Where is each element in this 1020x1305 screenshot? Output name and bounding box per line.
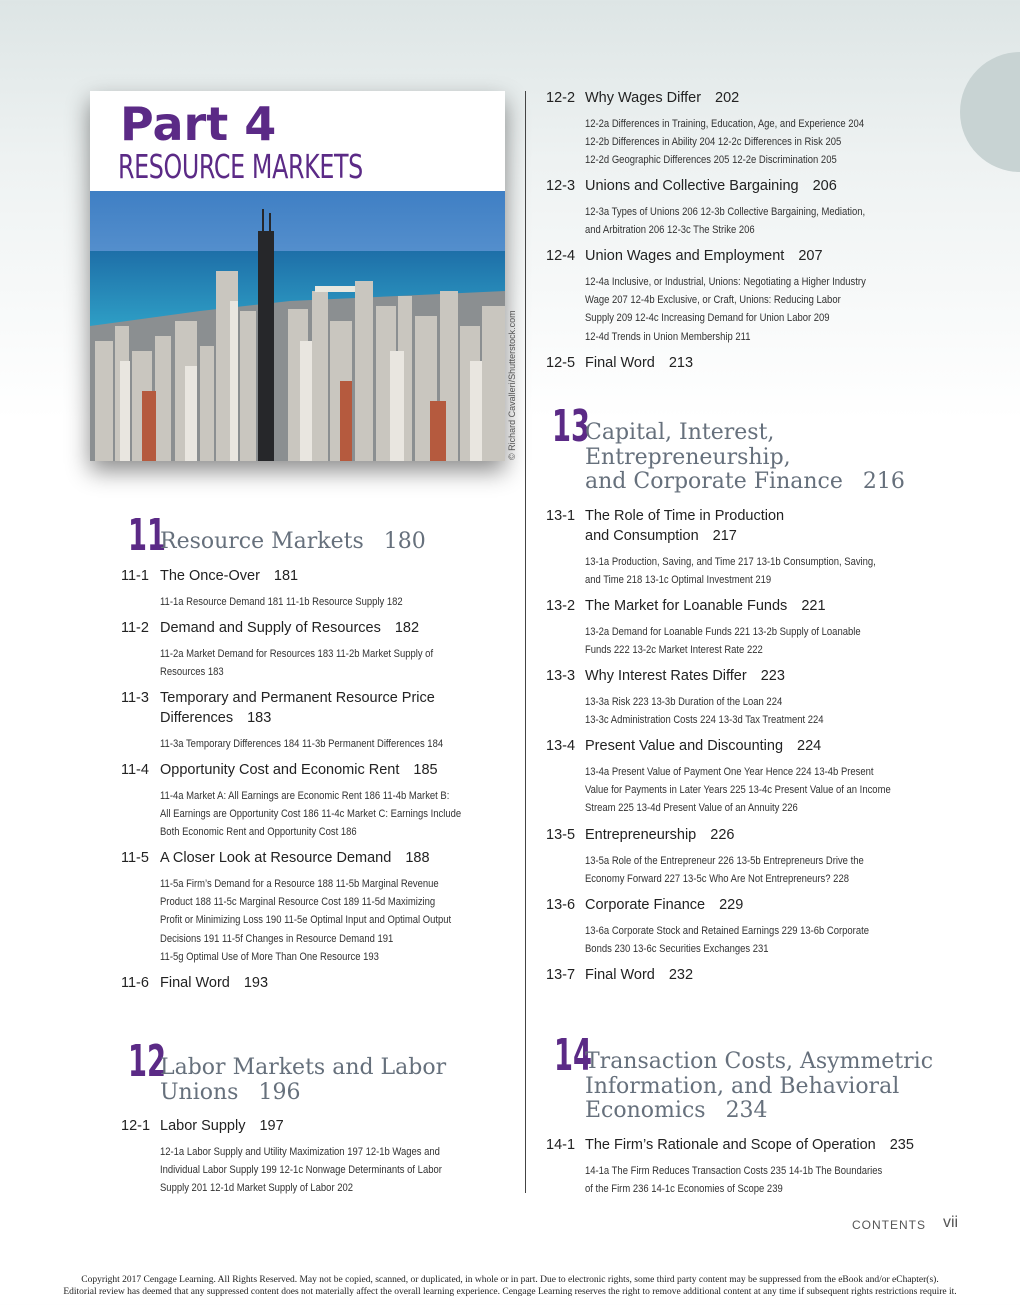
subsection-list [585, 852, 864, 888]
section-title: The Firm’s Rationale and Scope of Operation [585, 1137, 876, 1153]
chapter-title[interactable] [160, 1056, 446, 1105]
section-title: Present Value and Discounting [585, 738, 784, 754]
section-title-line: and Consumption [585, 528, 699, 544]
subsection-line[interactable]: Supply 209 12-4c Increasing Demand for Union Labor 209 [585, 312, 830, 325]
subsection-line[interactable]: Bonds 230 13-6c Securities Exchanges 231 [585, 943, 769, 956]
section-page: 207 [798, 248, 823, 264]
subsection-line[interactable]: Funds 222 13-2c Market Interest Rate 222 [585, 644, 763, 657]
subsection-line[interactable]: 14-1a The Firm Reduces Transaction Costs 235 14-1b The Boundaries [585, 1165, 883, 1177]
chapter-title[interactable] [160, 530, 426, 555]
section-title: Why Wages Differ [585, 90, 702, 106]
section-number: 12-4 [546, 248, 576, 264]
section-title: Final Word [585, 967, 655, 983]
decorative-circle [960, 52, 1020, 172]
subsection-list [585, 623, 861, 659]
subsection-line[interactable]: 13-4a Present Value of Payment One Year Hence 224 13-4b Present [585, 766, 874, 778]
section-number: 11-3 [121, 690, 149, 706]
section-page: 193 [243, 975, 269, 991]
chapter-title-line: Economics [585, 1098, 706, 1123]
subsection-list [585, 115, 864, 170]
section-title: Labor Supply [160, 1118, 246, 1134]
subsection-line[interactable]: Profit or Minimizing Loss 190 11-5e Optimal Input and Optimal Output [160, 914, 452, 927]
subsection-line[interactable]: 13-3c Administration Costs 224 13-3d Tax Treatment 224 [585, 714, 824, 727]
subsection-line[interactable]: and Arbitration 206 12-3c The Strike 206 [585, 224, 755, 237]
chapter-title[interactable] [585, 421, 905, 495]
page-number: vii [943, 1214, 959, 1231]
subsection-line[interactable]: 13-5a Role of the Entrepreneur 226 13-5b Entrepreneurs Drive the [585, 855, 864, 867]
subsection-line[interactable]: 12-3a Types of Unions 206 12-3b Collective Bargaining, Mediation, [585, 206, 866, 218]
section-title: The Once-Over [160, 568, 260, 584]
section-page: 229 [719, 897, 744, 913]
chapter-number: 12 [128, 1036, 166, 1087]
subsection-list [585, 203, 865, 239]
section-number: 11-4 [121, 762, 149, 778]
chapter-title-line: Labor Markets and Labor [160, 1055, 447, 1080]
subsection-line[interactable]: 12-2a Differences in Training, Education, Age, and Experience 204 [585, 118, 865, 130]
section-number: 13-5 [546, 827, 576, 843]
section-title: Entrepreneurship [585, 827, 697, 843]
subsection-list [160, 593, 403, 611]
part-opener-image [90, 91, 505, 461]
section-page: 221 [801, 598, 826, 614]
section-number: 12-1 [121, 1118, 151, 1134]
subsection-list [585, 1162, 882, 1198]
section-number: 12-3 [546, 178, 576, 194]
chapter-title-line: Information, and Behavioral [585, 1073, 900, 1099]
subsection-list [160, 787, 461, 842]
city-skyline-photo [90, 191, 505, 461]
subsection-line[interactable]: 11-3a Temporary Differences 184 11-3b Permanent Differences 184 [160, 738, 444, 750]
running-footer-label: CONTENTS [852, 1218, 926, 1232]
section-number: 13-4 [546, 738, 576, 754]
copyright-line: Editorial review has deemed that any suppressed content does not materially affect the overall learning experience. Cengage Learning reserves the right to remove additional content at any time if subsequent rights restrictions require it. [63, 1287, 957, 1297]
section-page: 235 [889, 1137, 914, 1153]
subsection-line[interactable]: Wage 207 12-4b Exclusive, or Craft, Unions: Reducing Labor [585, 294, 841, 307]
subsection-line[interactable]: 12-2b Differences in Ability 204 12-2c Differences in Risk 205 [585, 136, 842, 149]
subsection-list [160, 735, 443, 753]
subsection-list [160, 645, 433, 681]
section-page: 202 [715, 90, 740, 106]
subsection-line[interactable]: Supply 201 12-1d Market Supply of Labor 202 [160, 1182, 354, 1195]
chapter-page: 234 [725, 1098, 768, 1123]
section-number: 13-3 [546, 668, 576, 684]
section-page: 181 [273, 568, 299, 584]
section-page: 226 [710, 827, 735, 843]
subsection-line[interactable]: Resources 183 [160, 666, 224, 679]
subsection-line[interactable]: and Time 218 13-1c Optimal Investment 219 [585, 574, 772, 587]
section-page: 206 [812, 178, 837, 194]
subsection-line[interactable]: 13-6a Corporate Stock and Retained Earnings 229 13-6b Corporate [585, 925, 869, 937]
copyright-line: Copyright 2017 Cengage Learning. All Rights Reserved. May not be copied, scanned, or duplicated, in whole or in part. Due to electronic rights, some third party content may be suppressed from the eBook and/or eChapter(s). [81, 1275, 939, 1285]
section-title-line: Temporary and Permanent Resource Price [160, 690, 435, 706]
section-number: 13-1 [546, 508, 576, 524]
section-title: Opportunity Cost and Economic Rent [160, 762, 400, 778]
section-page: 213 [668, 355, 694, 371]
subsection-line[interactable]: 12-1a Labor Supply and Utility Maximization 197 12-1b Wages and [160, 1146, 440, 1158]
subsection-line[interactable]: 12-2d Geographic Differences 205 12-2e Discrimination 205 [585, 154, 837, 167]
part-title: RESOURCE MARKETS [118, 147, 363, 186]
section-title: Why Interest Rates Differ [585, 668, 747, 684]
section-title: Demand and Supply of Resources [160, 620, 381, 636]
chapter-title-line: Capital, Interest, [585, 420, 775, 445]
chapter-title-line: and Corporate Finance [585, 469, 843, 494]
subsection-line[interactable]: 11-5g Optimal Use of More Than One Resource 193 [160, 950, 379, 963]
chapter-title[interactable] [585, 1050, 933, 1124]
subsection-list [585, 553, 876, 589]
part-label: Part 4 [120, 97, 277, 151]
section-title: Final Word [160, 975, 230, 991]
subsection-line[interactable]: Both Economic Rent and Opportunity Cost 186 [160, 826, 357, 839]
section-number: 11-2 [121, 620, 149, 636]
section-page: 232 [668, 967, 694, 983]
subsection-line[interactable]: 11-4a Market A: All Earnings are Economic Rent 186 11-4b Market B: [160, 790, 450, 802]
subsection-line[interactable]: Product 188 11-5c Marginal Resource Cost 189 11-5d Maximizing [160, 896, 436, 909]
subsection-list [585, 273, 866, 346]
section-number: 11-5 [121, 850, 149, 866]
section-page: 182 [394, 620, 420, 636]
subsection-line[interactable]: 13-1a Production, Saving, and Time 217 13-1b Consumption, Saving, [585, 556, 876, 568]
subsection-line[interactable]: 12-4a Inclusive, or Industrial, Unions: Negotiating a Higher Industry [585, 276, 866, 288]
section-page: 223 [760, 668, 785, 684]
subsection-line[interactable]: Decisions 191 11-5f Changes in Resource Demand 191 [160, 932, 394, 945]
section-number: 11-6 [121, 975, 149, 991]
section-number: 13-2 [546, 598, 576, 614]
section-title-line: Differences [160, 710, 234, 726]
section-page: 183 [247, 710, 272, 726]
subsection-line[interactable]: 11-2a Market Demand for Resources 183 11-2b Market Supply of [160, 648, 434, 660]
section-title-line: The Role of Time in Production [585, 508, 785, 524]
subsection-line[interactable]: 13-2a Demand for Loanable Funds 221 13-2b Supply of Loanable [585, 626, 861, 638]
chapter-title-line: Transaction Costs, Asymmetric [585, 1049, 934, 1074]
section-title: Union Wages and Employment [585, 248, 785, 264]
section-page: 224 [797, 738, 822, 754]
chapter-title-line: Entrepreneurship, [585, 444, 791, 470]
section-title: Final Word [585, 355, 655, 371]
chapter-number: 11 [128, 510, 166, 561]
section-page: 185 [413, 762, 438, 778]
section-page: 188 [405, 850, 430, 866]
section-title: The Market for Loanable Funds [585, 598, 788, 614]
section-title: Unions and Collective Bargaining [585, 178, 799, 194]
subsection-line[interactable]: 11-1a Resource Demand 181 11-1b Resource Supply 182 [160, 596, 403, 608]
chapter-page: 180 [383, 529, 426, 554]
chapter-page: 196 [258, 1079, 301, 1105]
section-page: 217 [712, 528, 737, 544]
subsection-line[interactable]: 12-4d Trends in Union Membership 211 [585, 330, 751, 343]
column-divider [525, 91, 526, 1193]
chapter-page: 216 [862, 469, 905, 494]
chapter-number: 14 [554, 1030, 592, 1081]
section-number: 14-1 [546, 1137, 576, 1153]
subsection-line[interactable]: of the Firm 236 14-1c Economies of Scope 239 [585, 1183, 783, 1196]
chapter-title-text: Resource Markets [160, 529, 364, 554]
section-number: 11-1 [121, 568, 149, 584]
subsection-list [585, 922, 869, 958]
copyright-notice [0, 1274, 1020, 1298]
subsection-list [160, 1143, 442, 1198]
chapter-title-line: Unions [160, 1079, 239, 1105]
section-page: 197 [259, 1118, 284, 1134]
subsection-line[interactable]: Economy Forward 227 13-5c Who Are Not Entrepreneurs? 228 [585, 873, 849, 886]
subsection-line[interactable]: Value for Payments in Later Years 225 13-4c Present Value of an Income [585, 784, 891, 797]
section-number: 13-7 [546, 967, 576, 983]
subsection-list [585, 693, 824, 729]
subsection-line[interactable]: 11-5a Firm’s Demand for a Resource 188 11-5b Marginal Revenue [160, 878, 439, 890]
subsection-line[interactable]: Stream 225 13-4d Present Value of an Annuity 226 [585, 802, 798, 815]
section-title: A Closer Look at Resource Demand [160, 850, 392, 866]
subsection-line[interactable]: 13-3a Risk 223 13-3b Duration of the Loan 224 [585, 696, 783, 708]
section-number: 12-2 [546, 90, 576, 106]
photo-credit: © Richard Cavalleri/Shutterstock.com [507, 310, 517, 460]
subsection-list [160, 875, 451, 966]
subsection-list [585, 763, 891, 818]
section-number: 12-5 [546, 355, 576, 371]
chapter-number: 13 [552, 401, 590, 452]
section-title: Corporate Finance [585, 897, 706, 913]
subsection-line[interactable]: Individual Labor Supply 199 12-1c Nonwage Determinants of Labor [160, 1164, 442, 1177]
subsection-line[interactable]: All Earnings are Opportunity Cost 186 11-4c Market C: Earnings Include [160, 808, 462, 821]
section-number: 13-6 [546, 897, 576, 913]
